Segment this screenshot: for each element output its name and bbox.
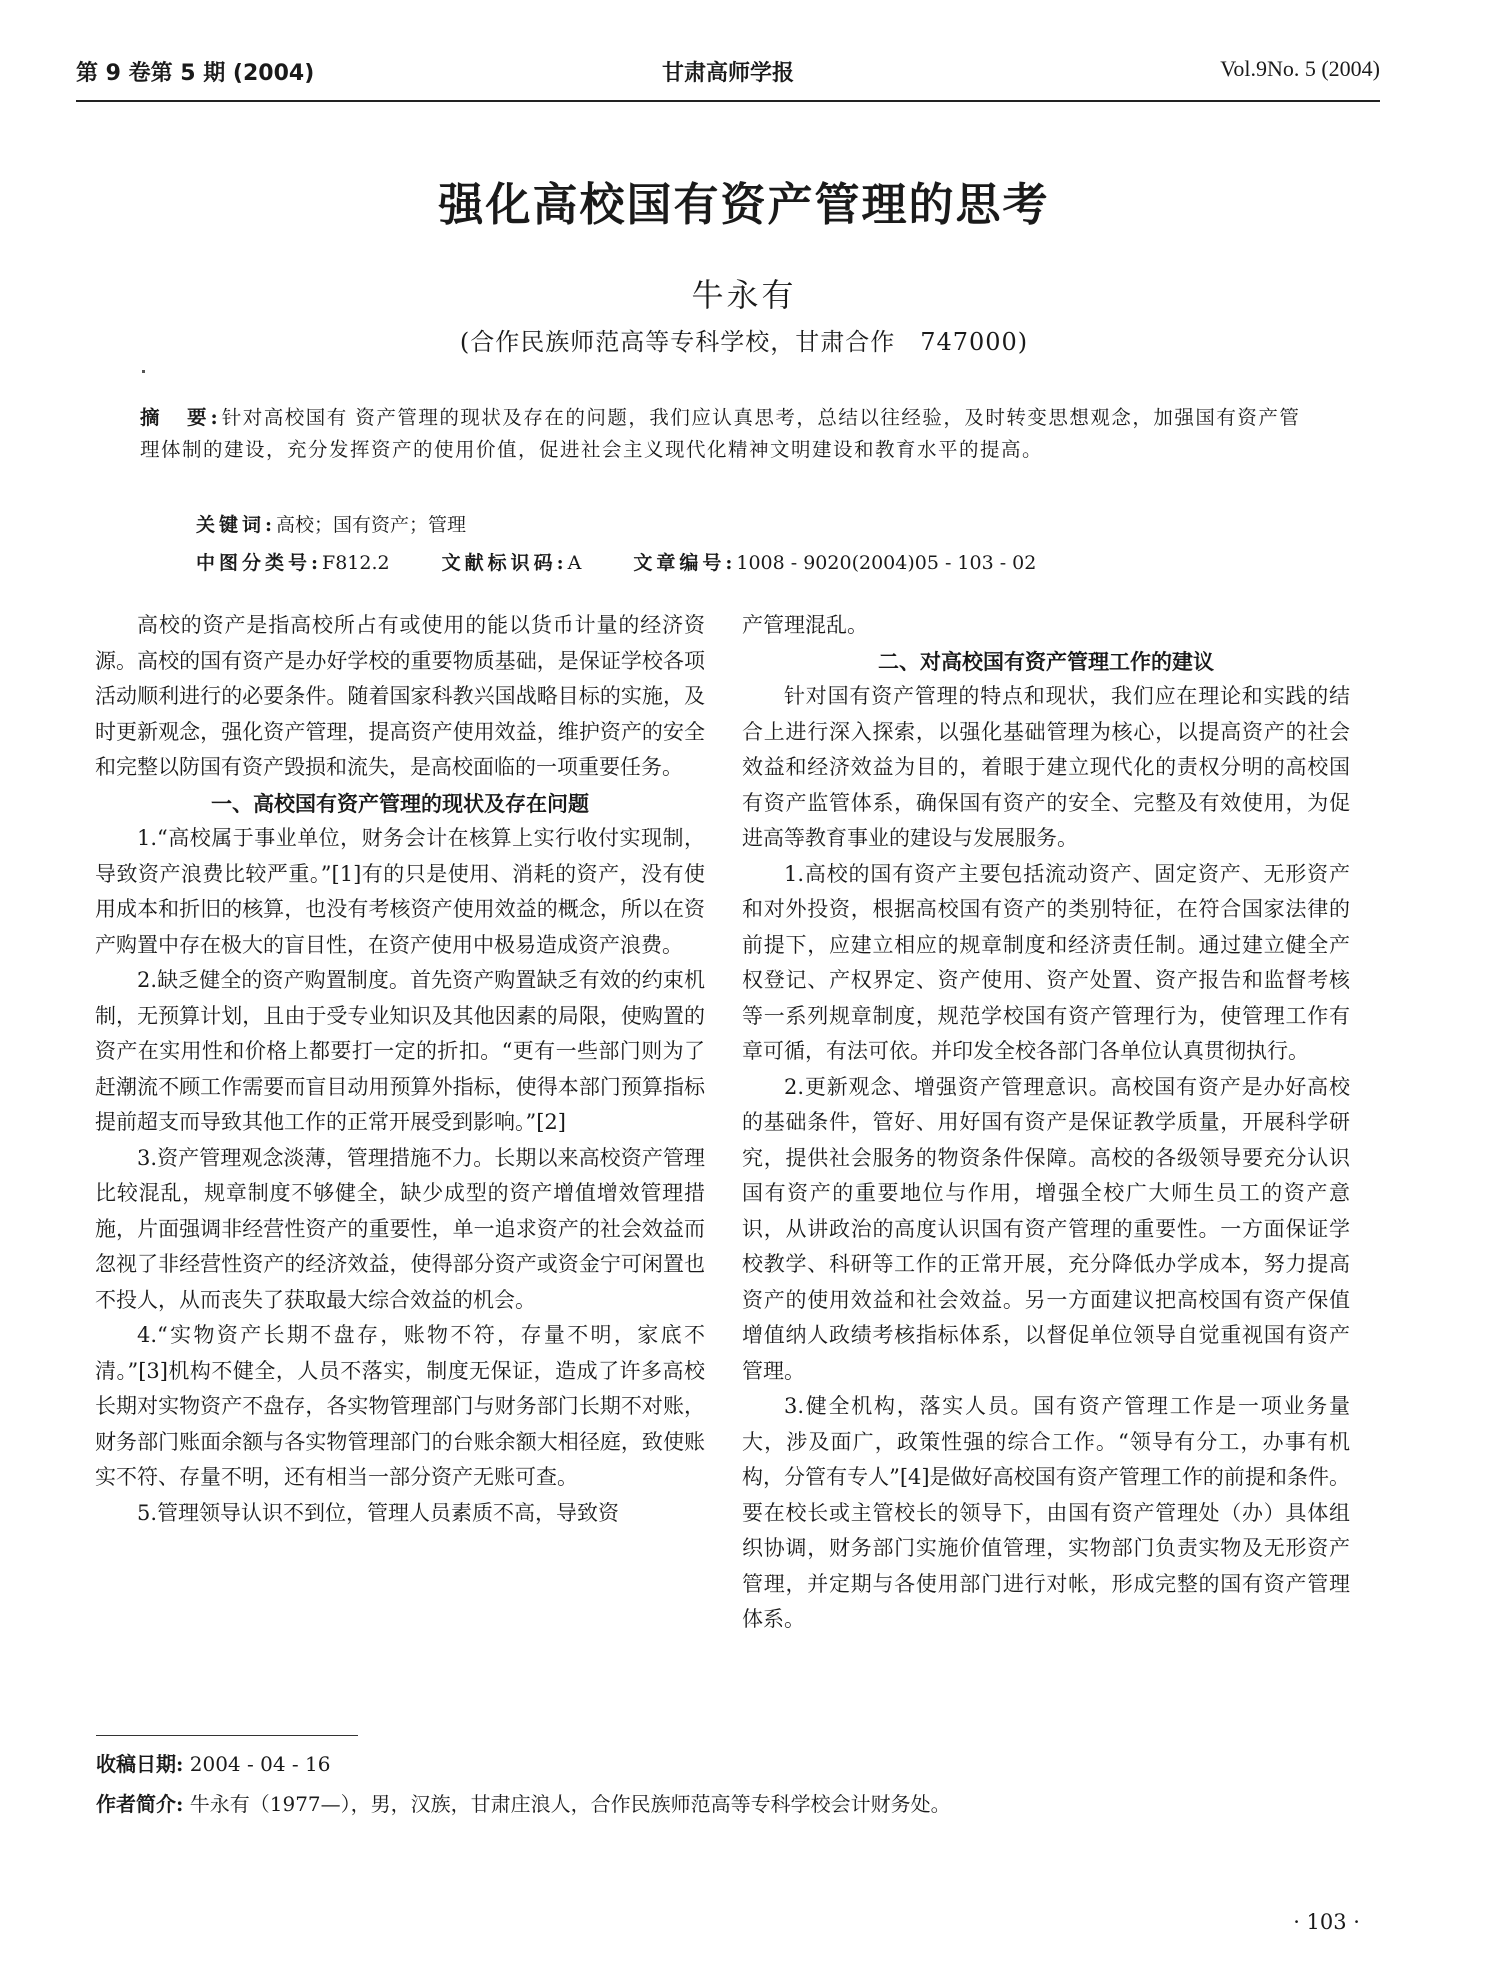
- keywords-text: 高校；国有资产；管理: [276, 514, 467, 536]
- received-date: 收稿日期: 2004 - 04 - 16: [96, 1752, 331, 1776]
- continued-text: 产管理混乱。: [742, 613, 868, 637]
- document-code: 文献标识码:A: [441, 552, 582, 574]
- abstract-label: 摘 要:: [140, 406, 222, 429]
- left-column: [95, 608, 705, 1531]
- paragraph: 2.更新观念、增强资产管理意识。高校国有资产是办好高校的基础条件，管好、用好国有资产是保证教学质量，开展科学研究，提供社会服务的物资条件保障。高校的各级领导要充分认识国有资产的重要地位与作用，增强全校广大师生员工的资产意识，从讲政治的高度认识国有资产管理的重要性。一方面保证学校教学、科研等工作的正常开展，充分降低办学成本，努力提高资产的使用效益和社会效益。另一方面建议把高校国有资产保值增值纳人政绩考核指标体系，以督促单位领导自觉重视国有资产管理。: [742, 1074, 1350, 1383]
- section-heading-2: 二、对高校国有资产管理工作的建议: [878, 648, 1214, 674]
- abstract-text: 针对高校国有 资产管理的现状及存在的问题，我们应认真思考，总结以往经验，及时转变思想观念，加强国有资产管理体制的建设，充分发挥资产的使用价值，促进社会主义现代化精神文明建设和教育水平的提高。: [140, 406, 1301, 461]
- classification-line: [196, 548, 1036, 575]
- volume-issue: 第 9 卷第 5 期 (2004): [76, 61, 315, 86]
- clc-code: 中图分类号:F812.2: [196, 552, 390, 574]
- paragraph: 3.健全机构，落实人员。国有资产管理工作是一项业务量大，涉及面广，政策性强的综合工作。“领导有分工，办事有机构，分管有专人”[4]是做好高校国有资产管理工作的前提和条件。要在校长或主管校长的领导下，由国有资产管理处（办）具体组织协调，财务部门实施价值管理，实物部门负责实物及无形资产管理，并定期与各使用部门进行对帐，形成完整的国有资产管理体系。: [742, 1394, 1350, 1631]
- footnotes: [96, 1744, 951, 1824]
- paragraph: 2.缺乏健全的资产购置制度。首先资产购置缺乏有效的约束机制，无预算计划，且由于受专业知识及其他因素的局限，使购置的资产在实用性和价格上都要打一定的折扣。“更有一些部门则为了赶潮流不顾工作需要而盲目动用预算外指标，使得本部门预算指标提前超支而导致其他工作的正常开展受到影响。”[2]: [95, 968, 705, 1134]
- keywords-label: 关键词:: [196, 514, 277, 536]
- running-head: [76, 56, 1380, 90]
- stray-dot: [142, 370, 145, 373]
- paragraph: 针对国有资产管理的特点和现状，我们应在理论和实践的结合上进行深入探索，以强化基础管理为核心，以提高资产的社会效益和经济效益为目的，着眼于建立现代化的责权分明的高校国有资产监管体系，确保国有资产的安全、完整及有效使用，为促进高等教育事业的建设与发展服务。: [742, 684, 1350, 850]
- article-number: 文章编号:1008 - 9020(2004)05 - 103 - 02: [633, 552, 1037, 574]
- right-column: [742, 608, 1350, 1638]
- header-rule: [76, 100, 1380, 102]
- paragraph: 1.“高校属于事业单位，财务会计在核算上实行收付实现制，导致资产浪费比较严重。”[1]有的只是使用、消耗的资产，没有使用成本和折旧的核算，也没有考核资产使用效益的概念，所以在资产购置中存在极大的盲目性，在资产使用中极易造成资产浪费。: [95, 826, 705, 957]
- paragraph: 1.高校的国有资产主要包括流动资产、固定资产、无形资产和对外投资，根据高校国有资产的类别特征，在符合国家法律的前提下，应建立相应的规章制度和经济责任制。通过建立健全产权登记、产权界定、资产使用、资产处置、资产报告和监督考核等一系列规章制度，规范学校国有资产管理行为，使管理工作有章可循，有法可依。并印发全校各部门各单位认真贯彻执行。: [742, 861, 1350, 1063]
- journal-name: 甘肃高师学报: [661, 60, 794, 86]
- author-bio: 作者简介: 牛永有（1977—），男，汉族，甘肃庄浪人，合作民族师范高等专科学校会计财务处。: [96, 1792, 951, 1816]
- article-title: 强化高校国有资产管理的思考: [438, 178, 1050, 231]
- section-heading-1: 一、高校国有资产管理的现状及存在问题: [211, 790, 589, 816]
- keywords: [196, 510, 466, 537]
- paragraph: 5.管理领导认识不到位，管理人员素质不高，导致资: [137, 1500, 620, 1525]
- paragraph: 4.“实物资产长期不盘存，账物不符，存量不明，家底不清。”[3]机构不健全，人员不落实，制度无保证，造成了许多高校长期对实物资产不盘存，各实物管理部门与财务部门长期不对账，财务部门账面余额与各实物管理部门的台账余额大相径庭，致使账实不符、存量不明，还有相当一部分资产无账可查。: [95, 1323, 705, 1489]
- page-number: · 103 ·: [1293, 1910, 1360, 1934]
- author-affiliation: (合作民族师范高等专科学校，甘肃合作 747000): [459, 328, 1029, 356]
- author-name: 牛永有: [691, 276, 797, 314]
- volume-issue-en: Vol.9No. 5 (2004): [1220, 56, 1380, 81]
- paragraph: 3.资产管理观念淡薄，管理措施不力。长期以来高校资产管理比较混乱，规章制度不够健全，缺少成型的资产增值增效管理措施，片面强调非经营性资产的重要性，单一追求资产的社会效益而忽视了非经营性资产的经济效益，使得部分资产或资金宁可闲置也不投人，从而丧失了获取最大综合效益的机会。: [95, 1145, 705, 1312]
- abstract: [140, 402, 1318, 466]
- intro-paragraph: 高校的资产是指高校所占有或使用的能以货币计量的经济资源。高校的国有资产是办好学校的重要物质基础，是保证学校各项活动顺利进行的必要条件。随着国家科教兴国战略目标的实施，及时更新观念，强化资产管理，提高资产使用效益，维护资产的安全和完整以防国有资产毁损和流失，是高校面临的一项重要任务。: [95, 613, 705, 779]
- footnote-rule: [96, 1735, 358, 1736]
